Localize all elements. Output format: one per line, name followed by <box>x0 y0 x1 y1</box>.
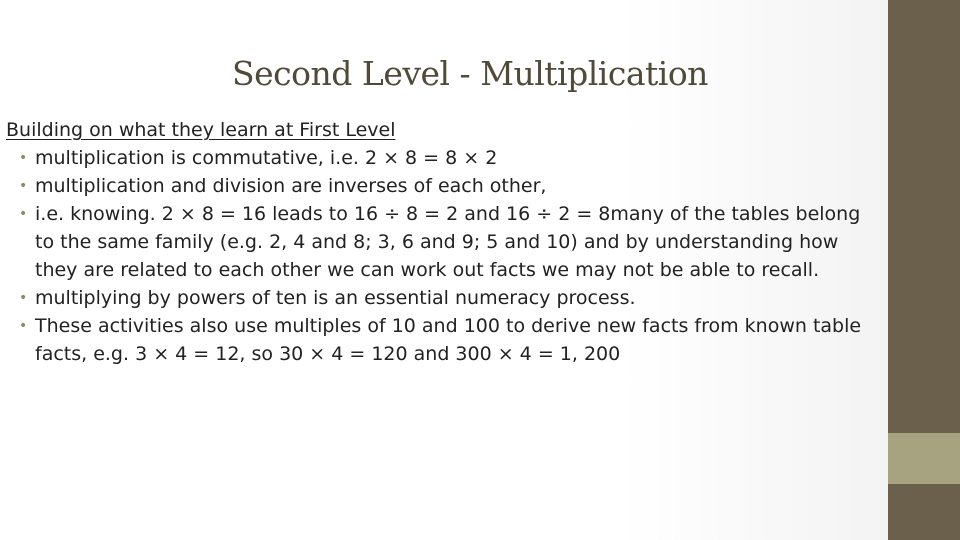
bullet-item <box>6 312 881 368</box>
bullet-marker: • <box>19 150 28 166</box>
slide-title: Second Level - Multiplication <box>232 54 708 93</box>
bullet-list <box>6 144 881 368</box>
lead-text: Building on what they learn at First Level <box>6 119 396 141</box>
slide-content <box>6 116 881 368</box>
decorative-rail-accent <box>888 433 960 484</box>
bullet-text: i.e. knowing. 2 × 8 = 16 leads to 16 ÷ 8 = 2 and 16 ÷ 2 = 8many of the tables belong to the same family (e.g. 2, 4 and 8; 3, 6 and 9; 5 and 10) and by understanding how they are related to each other we can work out facts we may not be able to recall. <box>35 203 861 281</box>
bullet-text: multiplication is commutative, i.e. 2 × 8 = 8 × 2 <box>35 147 498 169</box>
bullet-text: multiplication and division are inverses of each other, <box>35 175 547 197</box>
bullet-item <box>6 284 881 312</box>
bullet-item <box>6 172 881 200</box>
bullet-text: These activities also use multiples of 10 and 100 to derive new facts from known table facts, e.g. 3 × 4 = 12, so 30 × 4 = 120 and 300 × 4 = 1, 200 <box>35 315 862 365</box>
bullet-text: multiplying by powers of ten is an essential numeracy process. <box>35 287 636 309</box>
bullet-item <box>6 144 881 172</box>
bullet-marker: • <box>19 206 28 222</box>
bullet-marker: • <box>19 178 28 194</box>
bullet-marker: • <box>19 290 28 306</box>
bullet-marker: • <box>19 318 28 334</box>
bullet-item <box>6 200 881 284</box>
